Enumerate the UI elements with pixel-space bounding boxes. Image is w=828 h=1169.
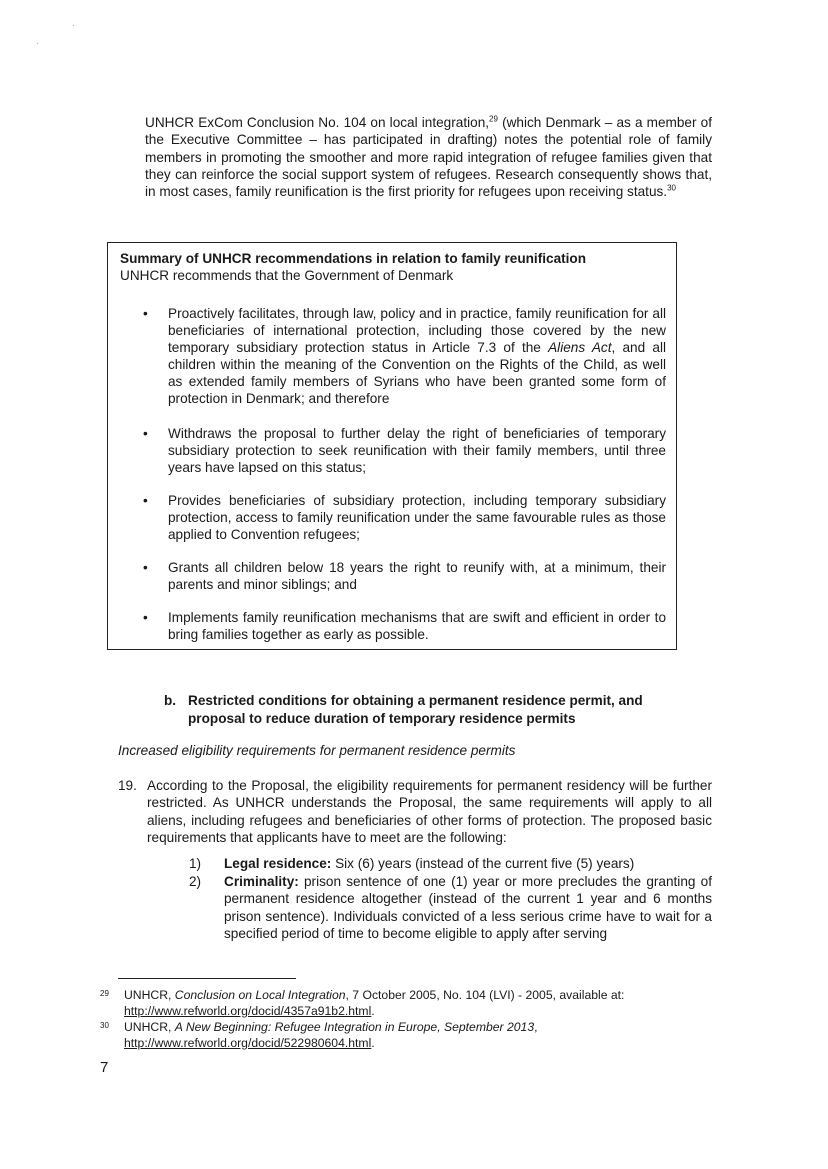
recommendation-bullet: • Withdraws the proposal to further delay the right of beneficiaries of temporary subsidiary protection to seek reunification with their family members, until three years have lapsed on this status; xyxy=(168,425,666,476)
recommendation-bullet: • Implements family reunification mechanisms that are swift and efficient in order to bring families together as early as possible. xyxy=(168,609,666,643)
summary-box xyxy=(107,242,677,650)
recommendation-bullet: • Grants all children below 18 years the right to reunify with, at a minimum, their parents and minor siblings; and xyxy=(168,559,666,593)
recommendation-bullet: • Provides beneficiaries of subsidiary protection, including temporary subsidiary protection, access to family reunification under the same favourable rules as those applied to Convention refugees; xyxy=(168,492,666,543)
paragraph-number: 19. xyxy=(118,778,137,793)
summary-title: Summary of UNHCR recommendations in relation to family reunification xyxy=(120,251,587,266)
subheading-permanent-residence: Increased eligibility requirements for permanent residence permits xyxy=(118,743,516,758)
footnote-ref-30[interactable]: 30 xyxy=(667,183,676,193)
scan-speck: · xyxy=(72,20,76,31)
footnote-30: 30 UNHCR, A New Beginning: Refugee Integration in Europe, September 2013, http://www.refworld.org/docid/522980604.html. xyxy=(100,1020,538,1050)
summary-subtitle: UNHCR recommends that the Government of Denmark xyxy=(120,268,454,283)
scan-speck: · xyxy=(36,38,40,49)
footnote-ref-29[interactable]: 29 xyxy=(489,114,498,124)
footnote-link[interactable]: http://www.refworld.org/docid/4357a91b2.html xyxy=(124,1003,372,1018)
intro-paragraph: UNHCR ExCom Conclusion No. 104 on local integration,$^{29}$ (which Denmark – as a member of the Executive Committee – has participated in drafting) notes the potential role of family members in promoting the smoother and more rapid integration of refugee families given that they can reinforce the social support system of refugees. Research consequently shows that, in most cases, family reunification is the first priority for refugees upon receiving status.$^{30}$ xyxy=(145,114,712,200)
section-b-heading: b. Restricted conditions for obtaining a permanent residence permit, and proposal to reduce duration of temporary residence permits xyxy=(164,693,643,726)
requirement-item: 2) Criminality: prison sentence of one (1) year or more precludes the granting of permanent residence altogether (instead of the current 1 year and 6 months prison sentence). Individuals convicted of a less serious crime have to wait for a specified period of time to become eligible to apply after serving xyxy=(189,874,712,941)
page-number: 7 xyxy=(100,1059,109,1076)
footnote-29: 29 UNHCR, Conclusion on Local Integration, 7 October 2005, No. 104 (LVI) - 2005, available at: http://www.refworld.org/docid/4357a91b2.html. xyxy=(100,988,625,1018)
recommendation-bullet: • Proactively facilitates, through law, policy and in practice, family reunification for all beneficiaries of international protection, including those covered by the new temporary subsidiary protection status in Article 7.3 of the Aliens Act, and all children within the meaning of the Convention on the Rights of the Child, as well as extended family members of Syrians who have been granted some form of protection in Denmark; and therefore xyxy=(168,305,666,408)
paragraph-19: 19. According to the Proposal, the eligibility requirements for permanent residency will be further restricted. As UNHCR understands the Proposal, the same requirements will apply to all aliens, including refugees and beneficiaries of other forms of protection. The proposed basic requirements that applicants have to meet are the following: xyxy=(118,778,712,845)
requirement-item: 1) Legal residence: Six (6) years (instead of the current five (5) years) xyxy=(189,856,635,871)
footnote-link[interactable]: http://www.refworld.org/docid/522980604.html xyxy=(124,1035,372,1050)
footnote-separator xyxy=(118,978,296,979)
